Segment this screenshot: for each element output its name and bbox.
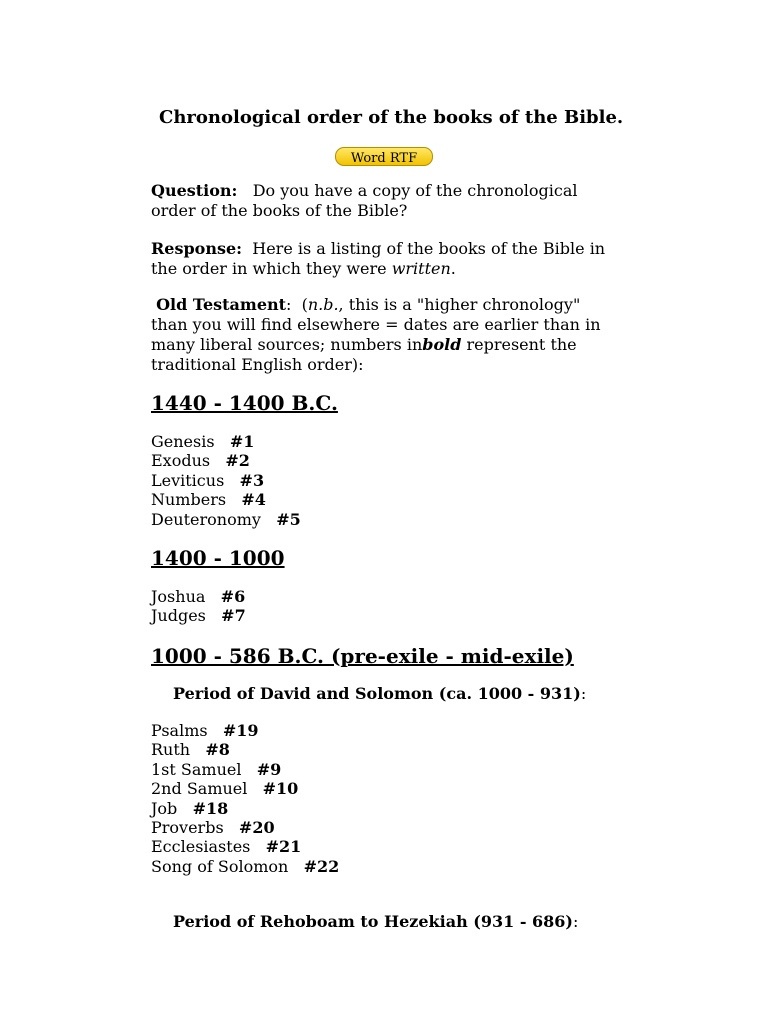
question-text: Do you have a copy of the chronological order of the books of the Bible?	[151, 181, 578, 220]
book-name: Joshua	[151, 587, 206, 606]
list-item	[151, 760, 339, 779]
period-colon: :	[580, 684, 587, 703]
book-name: Song of Solomon	[151, 856, 289, 876]
book-number: #10	[262, 779, 299, 799]
book-list	[151, 721, 339, 876]
list-item	[151, 818, 339, 837]
book-list	[151, 587, 246, 626]
book-name: Proverbs	[151, 818, 224, 838]
old-testament-colon: :	[286, 295, 292, 314]
section-heading: 1400 - 1000	[151, 546, 285, 570]
book-number: #3	[239, 470, 265, 490]
list-item	[151, 740, 339, 759]
list-item	[151, 510, 301, 529]
book-name: Judges	[151, 606, 206, 626]
list-item	[151, 432, 301, 451]
response-emphasis: written	[391, 259, 451, 278]
book-name: Job	[151, 798, 178, 818]
list-item	[151, 471, 301, 490]
old-testament-paragraph	[151, 295, 621, 375]
period-label: Period of Rehoboam to Hezekiah (931 - 686)	[173, 912, 573, 931]
nb-abbrev: n.b.	[307, 295, 339, 314]
page-title: Chronological order of the books of the Bible.	[159, 107, 624, 128]
book-number: #2	[225, 451, 250, 471]
book-name: Exodus	[151, 451, 211, 471]
book-number: #21	[265, 837, 302, 857]
book-number: #9	[256, 759, 282, 779]
bold-word: bold	[422, 335, 462, 354]
list-item	[151, 606, 246, 625]
book-number: #19	[222, 721, 259, 740]
book-name: Numbers	[151, 490, 227, 510]
book-number: #4	[241, 490, 266, 510]
old-testament-text-end: represent the traditional English order):	[151, 335, 577, 374]
book-name: Ecclesiastes	[151, 837, 251, 857]
response-label: Response:	[151, 239, 243, 258]
book-name: Genesis	[151, 432, 215, 451]
book-number: #18	[192, 798, 229, 818]
book-number: #20	[238, 818, 275, 838]
book-number: #6	[220, 587, 246, 606]
old-testament-label: Old Testament	[156, 295, 287, 314]
response-paragraph	[151, 239, 621, 279]
book-name: Deuteronomy	[151, 509, 261, 529]
question-paragraph	[151, 181, 621, 221]
list-item	[151, 779, 339, 798]
book-number: #5	[276, 509, 301, 529]
list-item	[151, 799, 339, 818]
section-heading: 1440 - 1400 B.C.	[151, 391, 338, 415]
period-colon: :	[573, 912, 579, 931]
response-text: Here is a listing of the books of the Bible in the order in which they were	[151, 239, 606, 278]
book-number: #22	[303, 856, 340, 876]
word-rtf-button[interactable]: Word RTF	[335, 147, 433, 166]
list-item	[151, 490, 301, 509]
book-number: #7	[221, 606, 246, 626]
book-name: Psalms	[151, 721, 208, 740]
period-heading	[173, 912, 578, 931]
list-item	[151, 451, 301, 470]
list-item	[151, 587, 246, 606]
book-name: Leviticus	[151, 470, 225, 490]
old-testament-text: , this is a "higher chronology" than you will find elsewhere = dates are earlier than in many liberal sources; numbers in	[151, 295, 601, 354]
book-list	[151, 432, 301, 529]
question-label: Question:	[151, 181, 238, 200]
book-number: #1	[229, 432, 255, 451]
book-number: #8	[205, 740, 230, 760]
list-item	[151, 837, 339, 856]
book-name: 2nd Samuel	[151, 779, 248, 799]
paren-open: (	[301, 295, 308, 314]
period-label: Period of David and Solomon (ca. 1000 - 931)	[173, 684, 581, 703]
period-heading	[173, 684, 586, 703]
response-text-end: .	[450, 259, 456, 278]
book-name: Ruth	[151, 740, 191, 760]
list-item	[151, 721, 339, 740]
list-item	[151, 857, 339, 876]
section-heading: 1000 - 586 B.C. (pre-exile - mid-exile)	[151, 644, 574, 668]
book-name: 1st Samuel	[151, 759, 242, 779]
